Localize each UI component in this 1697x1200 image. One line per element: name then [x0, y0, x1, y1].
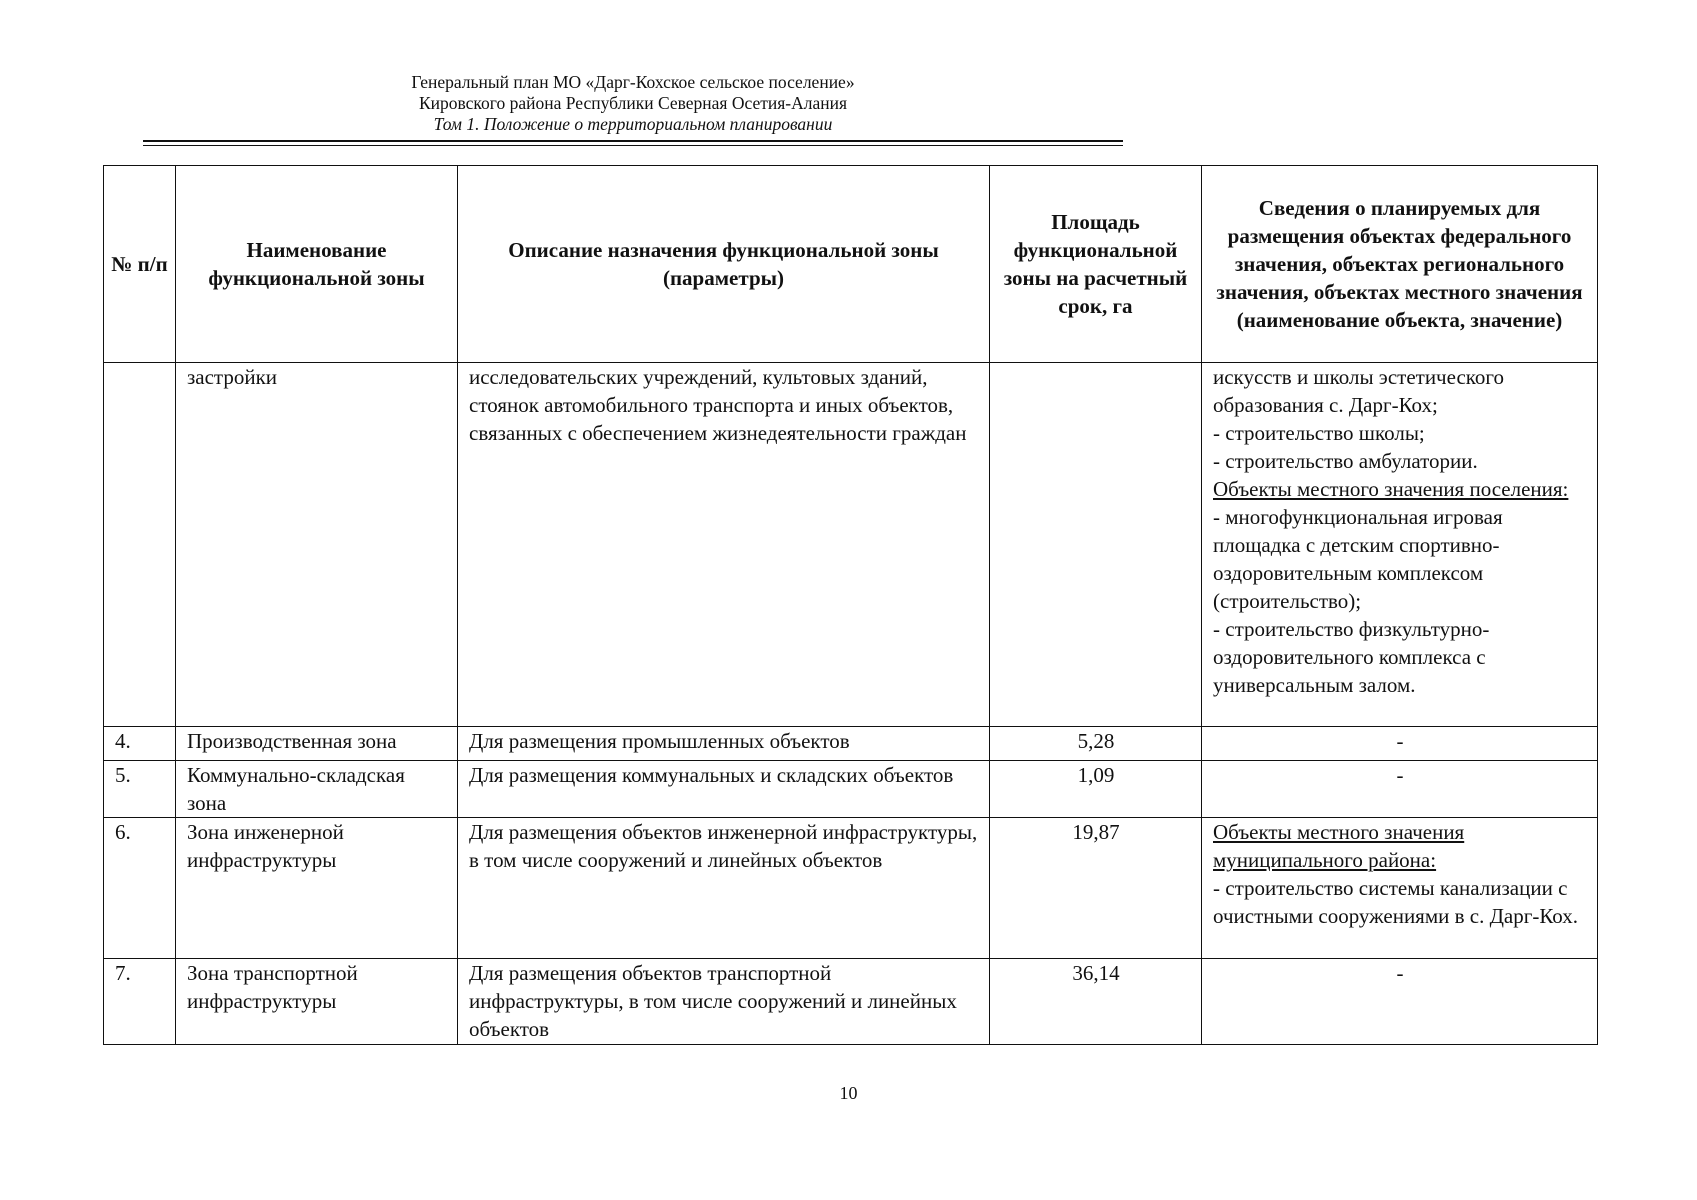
cell-num: 7. — [104, 959, 176, 1045]
cell-objects: - — [1202, 959, 1598, 1045]
cell-area — [990, 363, 1202, 727]
table-row — [104, 818, 1598, 959]
objects-line: - строительство системы канализации с очистными сооружениями в с. Дарг-Кох. — [1213, 876, 1579, 928]
objects-line: - строительство школы; — [1213, 421, 1425, 445]
cell-area: 5,28 — [990, 727, 1202, 761]
header-line-1: Генеральный план МО «Дарг-Кохское сельское поселение» — [411, 72, 855, 92]
cell-zone: Зона транспортной инфраструктуры — [176, 959, 458, 1045]
cell-objects — [1202, 818, 1598, 959]
objects-heading: Объекты местного значения муниципального района: — [1213, 820, 1465, 872]
cell-zone: Коммунально-складская зона — [176, 761, 458, 818]
cell-description: Для размещения коммунальных и складских объектов — [458, 761, 990, 818]
cell-num: 4. — [104, 727, 176, 761]
col-header-objects: Сведения о планируемых для размещения объектах федерального значения, объектах регионального значения, объектах местного значения (наименование объекта, значение) — [1202, 166, 1598, 363]
cell-area: 36,14 — [990, 959, 1202, 1045]
col-header-description: Описание назначения функциональной зоны (параметры) — [458, 166, 990, 363]
objects-line: - многофункциональная игровая площадка с детским спортивно-оздоровительным комплексом (строительство); — [1213, 505, 1503, 613]
cell-description: Для размещения объектов транспортной инфраструктуры, в том числе сооружений и линейных объектов — [458, 959, 990, 1045]
cell-area: 19,87 — [990, 818, 1202, 959]
table-row — [104, 727, 1598, 761]
header-rule-thick — [143, 140, 1123, 142]
col-header-area: Площадь функциональной зоны на расчетный срок, га — [990, 166, 1202, 363]
cell-description: исследовательских учреждений, культовых зданий, стоянок автомобильного транспорта и иных объектов, связанных с обеспечением жизнедеятельности граждан — [458, 363, 990, 727]
header-rule-thin — [143, 145, 1123, 146]
cell-zone: застройки — [176, 363, 458, 727]
header-line-2: Кировского района Республики Северная Осетия-Алания — [418, 93, 848, 113]
table-row-continuation — [104, 363, 1598, 727]
col-header-zone: Наименование функциональной зоны — [176, 166, 458, 363]
cell-num: 5. — [104, 761, 176, 818]
table-header-row — [104, 166, 1598, 363]
objects-line: - строительство амбулатории. — [1213, 449, 1478, 473]
cell-zone: Зона инженерной инфраструктуры — [176, 818, 458, 959]
header-line-3: Том 1. Положение о территориальном планировании — [433, 114, 833, 134]
cell-num — [104, 363, 176, 727]
table-row — [104, 959, 1598, 1045]
cell-objects: - — [1202, 761, 1598, 818]
cell-num: 6. — [104, 818, 176, 959]
objects-line: искусств и школы эстетического образования с. Дарг-Кох; — [1213, 365, 1505, 417]
objects-heading: Объекты местного значения поселения: — [1213, 477, 1569, 501]
cell-area: 1,09 — [990, 761, 1202, 818]
col-header-num: № п/п — [104, 166, 176, 363]
cell-description: Для размещения объектов инженерной инфраструктуры, в том числе сооружений и линейных объектов — [458, 818, 990, 959]
cell-description: Для размещения промышленных объектов — [458, 727, 990, 761]
cell-zone: Производственная зона — [176, 727, 458, 761]
zones-table — [103, 165, 1598, 1045]
objects-line: - строительство физкультурно-оздоровительного комплекса с универсальным залом. — [1213, 617, 1490, 697]
table-row — [104, 761, 1598, 818]
document-header — [143, 72, 1123, 135]
cell-objects — [1202, 363, 1598, 727]
cell-objects: - — [1202, 727, 1598, 761]
page-number: 10 — [839, 1083, 858, 1103]
